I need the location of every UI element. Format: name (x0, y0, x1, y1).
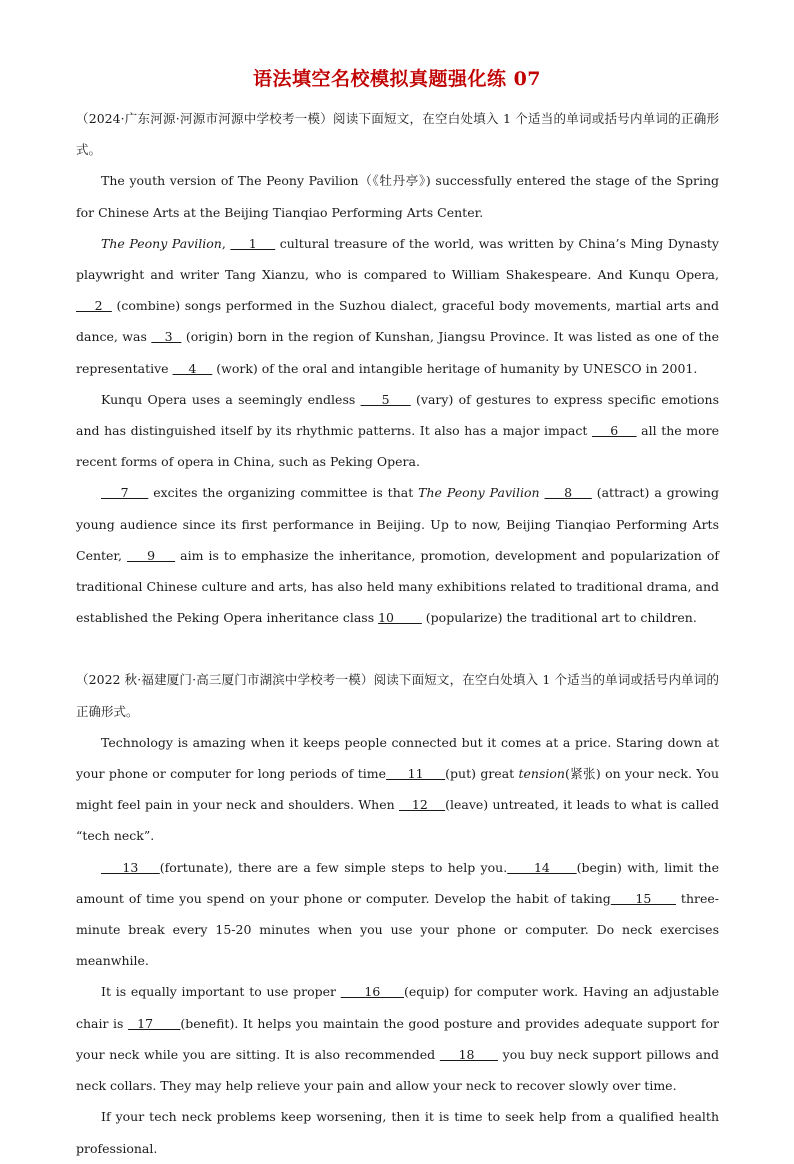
paragraph-text: (equip) for computer work. Having an adjustable chair is (76, 984, 719, 1031)
paragraph-text: (combine) songs performed in the Suzhou dialect, graceful body movements, martial arts and dance, was (76, 298, 719, 345)
paragraph-text: If your tech neck problems keep worsening, then it is time to seek help from a qualified health professional. (76, 1109, 719, 1156)
answer-blank: 7 (101, 485, 149, 501)
answer-blank: 8 (544, 485, 592, 501)
paragraph-text: , (221, 235, 231, 251)
answer-blank: 15 (610, 890, 676, 906)
italic-text: The Peony Pavilion (101, 235, 222, 251)
paragraph-text: (work) of the oral and intangible heritage of humanity by UNESCO in 2001. (212, 360, 698, 376)
passage-instructions: （2024·广东河源·河源市河源中学校考一模）阅读下面短文，在空白处填入 1 个适当的单词或括号内单词的正确形式。 (76, 111, 719, 158)
paragraph-text: cultural treasure of the world, was written by China’s Ming Dynasty playwright and writer Tang Xianzu, who is compared to William Shakespeare. And Kunqu Opera, (76, 235, 719, 283)
paragraph-text: (origin) born in the region of Kunshan, Jiangsu Province. It was listed as one of the representative (76, 329, 719, 376)
answer-blank: 16 (340, 984, 405, 1000)
answer-blank: 17 (128, 1015, 181, 1031)
paragraph-text: three-minute break every 15-20 minutes when you use your phone or computer. Do neck exercises meanwhile. (76, 890, 720, 969)
answer-blank: 12 (399, 797, 446, 813)
answer-blank: 10 (378, 610, 422, 626)
paragraph-text: It is equally important to use proper (101, 984, 341, 1000)
answer-blank: 6 (591, 423, 637, 439)
answer-blank: 4 (172, 360, 213, 376)
paragraph-text: (leave) untreated, it leads to what is called “tech neck”. (76, 797, 719, 844)
passage-paragraph (76, 228, 719, 384)
page-title: 语法填空名校模拟真题强化练 07 (252, 68, 542, 90)
paragraph-text: excites the organizing committee is that (148, 485, 419, 501)
paragraph-text: (attract) a growing young audience since its first performance in Beijing. Up to now, Beijing Tianqiao Performing Arts Center, (76, 485, 719, 563)
passage-paragraph (76, 165, 719, 227)
paragraph-text: you buy neck support pillows and neck collars. They may help relieve your pain and allow your neck to recover slowly over time. (76, 1046, 719, 1094)
paragraph-text: Kunqu Opera uses a seemingly endless (101, 391, 361, 407)
paragraph-text: The youth version of The Peony Pavilion（《牡丹亭》) successfully entered the stage of the Spring for Chinese Arts at the Beijing Tianqiao Performing Arts Center. (76, 173, 719, 220)
answer-blank: 18 (439, 1046, 498, 1062)
paragraph-text: all the more recent forms of opera in China, such as Peking Opera. (76, 423, 720, 470)
passage-separator (76, 633, 719, 664)
passage-paragraph (76, 1101, 719, 1163)
paragraph-text: Technology is amazing when it keeps people connected but it comes at a price. Staring down at your phone or computer for long periods of time (76, 734, 719, 782)
answer-blank: 13 (101, 859, 160, 875)
passage-instructions: （2022 秋·福建厦门·高三厦门市湖滨中学校考一模）阅读下面短文，在空白处填入 1 个适当的单词或括号内单词的正确形式。 (76, 672, 719, 719)
answer-blank: 11 (386, 766, 446, 782)
passage-paragraph (76, 727, 719, 852)
paragraph-text: aim is to emphasize the inheritance, promotion, development and popularization of traditional Chinese culture and arts, has also held many exhibitions related to traditional drama, and established the Peking Opera inheritance class (76, 547, 719, 626)
paragraph-text: (紧张) on your neck. You might feel pain in your neck and shoulders. When (76, 766, 719, 813)
document-body (76, 103, 719, 1164)
paragraph-text: (begin) with, limit the amount of time you spend on your phone or computer. Develop the habit of taking (76, 859, 719, 906)
paragraph-text: (put) great (445, 766, 519, 782)
paragraph-text: (vary) of gestures to express specific emotions and has distinguished itself by its rhythmic patterns. It also has a major impact (76, 391, 719, 439)
answer-blank: 14 (507, 859, 577, 875)
passage-paragraph (76, 976, 719, 1101)
italic-text: The Peony Pavilion (418, 485, 540, 501)
paragraph-text: (benefit). It helps you maintain the good posture and provides adequate support for your neck while you are sitting. It is also recommended (76, 1015, 719, 1062)
answer-blank: 5 (360, 391, 411, 407)
passage-paragraph (76, 384, 719, 478)
paragraph-text: (fortunate), there are a few simple steps to help you. (159, 859, 508, 875)
italic-text: tension (518, 766, 565, 782)
passage-paragraph (76, 852, 719, 977)
paragraph-text: (popularize) the traditional art to children. (421, 610, 697, 626)
answer-blank: 3 (151, 329, 182, 345)
answer-blank: 9 (127, 547, 176, 563)
answer-blank: 2 (76, 298, 112, 314)
passage-paragraph (76, 477, 719, 633)
answer-blank: 1 (230, 235, 276, 251)
